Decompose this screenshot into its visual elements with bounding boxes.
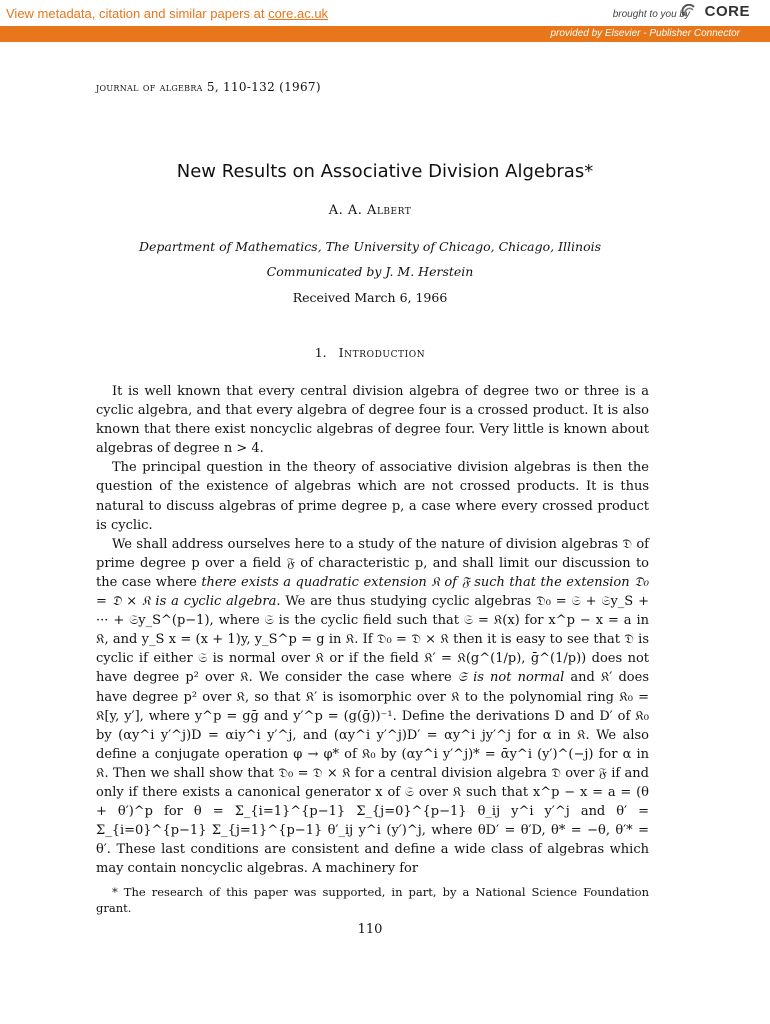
paragraph-3-italic-1: there exists a quadratic extension 𝔎 of 𝔉 such that the extension 𝔇₀ = 𝔇 × 𝔎 is a cyclic algebra	[96, 574, 650, 610]
metadata-link-prefix[interactable]: View metadata, citation and similar papers at	[6, 6, 269, 21]
paragraph-3-part-2: . We are thus studying cyclic algebras 𝔇₀ = 𝔖 + 𝔖y_S + ··· + 𝔖y_S^(p−1), where 𝔖 is the cyclic field such that 𝔖 = 𝔎(x) for x^p − x = a in 𝔎, and y_S x = (x + 1)y, y_S^p = g in 𝔎. If 𝔇₀ = 𝔇 × 𝔎 then it is easy to see that 𝔇 is cyclic if either 𝔖 is normal over 𝔎 or if the field 𝔎′ = 𝔎(g^(1/p), ḡ^(1/p)) does not have degree p² over 𝔎. We consider the case where	[96, 594, 649, 686]
journal-name: journal of algebra	[96, 80, 203, 94]
section-number: 1.	[314, 345, 327, 360]
section-title: Introduction	[338, 345, 426, 360]
core-logo-icon	[682, 4, 696, 18]
footnote	[96, 884, 649, 916]
core-orange-bar	[0, 26, 770, 42]
paragraph-3	[96, 535, 649, 879]
metadata-link[interactable]	[6, 6, 328, 21]
author-affiliation: Department of Mathematics, The University of Chicago, Chicago, Illinois	[138, 239, 602, 254]
received-date: Received March 6, 1966	[292, 290, 448, 305]
core-logo-text[interactable]: CORE	[704, 3, 750, 20]
brought-to-you-by: brought to you by	[612, 9, 690, 20]
paragraph-2: The principal question in the theory of associative division algebras is then the question of the existence of algebras which are not crossed products. It is thus natural to discuss algebras of prime degree p, a case where every crossed product is cyclic.	[96, 460, 649, 533]
journal-header	[96, 80, 321, 94]
communicated-by: Communicated by J. M. Herstein	[266, 264, 474, 279]
page-number: 110	[357, 922, 383, 937]
paragraph-3-italic-2: 𝔖 is not normal	[457, 670, 565, 686]
footnote-text: * The research of this paper was supported, in part, by a National Science Foundation grant.	[96, 885, 649, 915]
core-ac-uk-link[interactable]: core.ac.uk	[268, 6, 329, 21]
core-banner	[0, 0, 770, 42]
paper-author: A. A. Albert	[328, 203, 412, 218]
provided-by[interactable]: provided by Elsevier - Publisher Connector	[550, 28, 740, 39]
core-top-strip	[0, 0, 770, 26]
paragraph-3-part-3: and 𝔎′ does have degree p² over 𝔎, so that 𝔎′ is isomorphic over 𝔎 to the polynomial ring 𝔎₀ = 𝔎[y, y′], where y^p = gḡ and y′^p = (g(ḡ))⁻¹. Define the derivations D and D′ of 𝔎₀ by (αy^i y′^j)D = αiy^i y′^j, and (αy^i y′^j)D′ = αy^i jy′^j for α in 𝔎. We also define a conjugate operation φ → φ* of 𝔎₀ by (αy^i y′^j)* = ᾱy^i (y′)^(−j) for α in 𝔎. Then we shall show that 𝔇₀ = 𝔇 × 𝔎 for a central division algebra 𝔇 over 𝔉 if and only if there exists a canonical generator x of 𝔖 over 𝔎 such that x^p − x = a = (θ + θ′)^p for θ = Σ_{i=1}^{p−1} Σ_{j=0}^{p−1} θ_ij y^i y′^j and θ′ = Σ_{i=0}^{p−1} Σ_{j=1}^{p−1} θ′_ij y^i (y′)^j, where θD′ = θ′D, θ* = −θ, θ′* = θ′. These last conditions are consistent and define a wide class of algebras which may contain noncyclic algebras. A machinery for	[96, 670, 649, 877]
body-text	[96, 382, 649, 878]
section-heading	[0, 345, 740, 360]
paragraph-1: It is well known that every central division algebra of degree two or three is a cyclic algebra, and that every algebra of degree four is a crossed product. It is also known that there exist noncyclic algebras of degree four. Very little is known about algebras of degree n > 4.	[96, 384, 649, 457]
paragraph-3-part-1: We shall address ourselves here to a study of the nature of division algebras 𝔇 of prime degree p over a field 𝔉 of characteristic p, and shall limit our discussion to the case where	[96, 536, 649, 590]
paper-title: New Results on Associative Division Algebras*	[176, 161, 594, 182]
journal-volume: 5, 110-132 (1967)	[206, 80, 321, 94]
